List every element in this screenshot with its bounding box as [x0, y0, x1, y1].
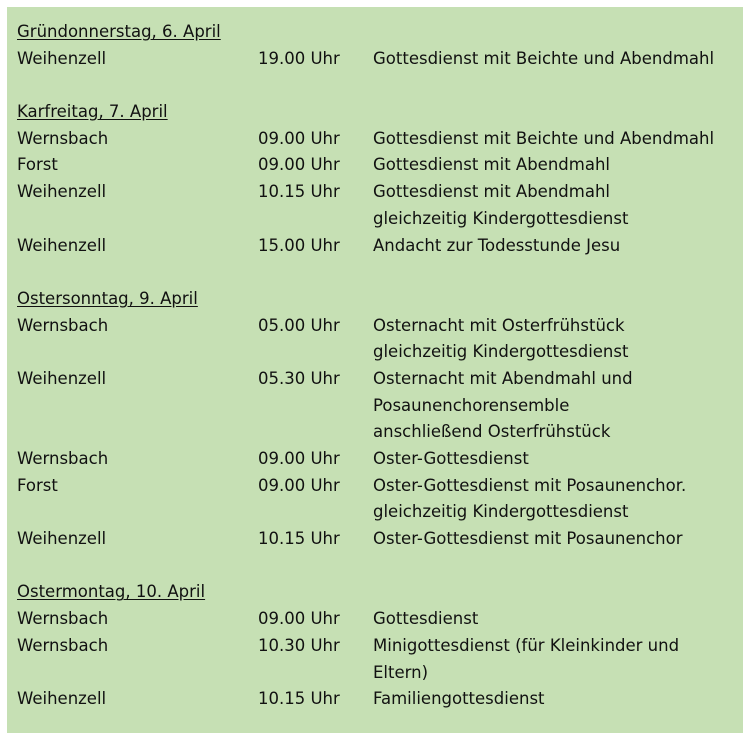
day-heading-text: Ostermontag, 10. April	[17, 582, 206, 602]
service-row	[17, 152, 743, 179]
service-description-line: gleichzeitig Kindergottesdienst	[373, 208, 629, 228]
day-section	[17, 19, 743, 72]
service-description-line: Eltern)	[373, 662, 429, 682]
service-description-line: Oster-Gottesdienst	[373, 449, 529, 468]
service-row	[17, 313, 743, 366]
service-description-line: Familiengottesdienst	[373, 689, 545, 709]
service-description	[373, 366, 733, 446]
service-description-line: Gottesdienst mit Abendmahl	[373, 155, 610, 175]
service-description-line: Posaunenchorensemble	[373, 395, 570, 415]
day-heading	[17, 99, 743, 126]
service-place: Wernsbach	[17, 128, 109, 148]
service-time: 05.00 Uhr	[258, 315, 340, 335]
day-heading-text: Gründonnerstag, 6. April	[17, 22, 221, 41]
service-description-line: Oster-Gottesdienst mit Posaunenchor	[373, 529, 683, 549]
service-time: 09.00 Uhr	[258, 609, 340, 629]
day-heading	[17, 19, 743, 46]
service-row	[17, 179, 743, 232]
day-heading-text: Ostersonntag, 9. April	[17, 288, 198, 308]
service-description-line: Gottesdienst mit Beichte und Abendmahl	[373, 128, 715, 148]
service-row	[17, 633, 743, 686]
service-description-line: anschließend Osterfrühstück	[373, 422, 611, 442]
service-row	[17, 126, 743, 153]
service-description-line: gleichzeitig Kindergottesdienst	[373, 342, 629, 362]
service-time: 10.15 Uhr	[258, 529, 340, 549]
service-description	[373, 686, 733, 713]
service-description	[373, 313, 733, 366]
service-description	[373, 446, 733, 473]
service-place: Wernsbach	[17, 315, 109, 335]
service-row	[17, 446, 743, 473]
service-row	[17, 473, 743, 526]
service-place: Weihenzell	[17, 689, 107, 709]
service-description	[373, 126, 733, 153]
service-time: 19.00 Uhr	[258, 48, 340, 68]
service-description	[373, 233, 733, 260]
service-time: 10.15 Uhr	[258, 182, 340, 202]
service-row	[17, 606, 743, 633]
service-place: Weihenzell	[17, 48, 107, 68]
service-time: 09.00 Uhr	[258, 449, 340, 468]
service-description-line: Minigottesdienst (für Kleinkinder und	[373, 635, 680, 655]
service-place: Wernsbach	[17, 609, 109, 629]
day-heading	[17, 579, 743, 606]
service-row	[17, 366, 743, 446]
day-section	[17, 286, 743, 553]
service-place: Wernsbach	[17, 449, 109, 468]
service-description-line: Oster-Gottesdienst mit Posaunenchor.	[373, 475, 687, 495]
day-heading	[17, 286, 743, 313]
service-description	[373, 526, 733, 553]
service-description-line: Andacht zur Todesstunde Jesu	[373, 235, 621, 255]
service-place: Weihenzell	[17, 235, 107, 255]
service-row	[17, 526, 743, 553]
service-place: Forst	[17, 475, 58, 495]
service-time: 05.30 Uhr	[258, 368, 340, 388]
service-place: Wernsbach	[17, 635, 109, 655]
service-description-line: Gottesdienst mit Beichte und Abendmahl	[373, 48, 715, 68]
day-section	[17, 579, 743, 712]
service-place: Weihenzell	[17, 368, 107, 388]
service-description-line: Gottesdienst mit Abendmahl	[373, 182, 610, 202]
service-description-line: Osternacht mit Abendmahl und	[373, 368, 633, 388]
service-description-line: Gottesdienst	[373, 609, 479, 629]
service-description	[373, 152, 733, 179]
service-row	[17, 46, 743, 73]
service-time: 15.00 Uhr	[258, 235, 340, 255]
service-description	[373, 473, 733, 526]
schedule-panel	[7, 7, 743, 733]
service-description	[373, 179, 733, 232]
service-description	[373, 606, 733, 633]
service-description	[373, 633, 733, 686]
service-place: Forst	[17, 155, 58, 175]
service-time: 10.30 Uhr	[258, 635, 340, 655]
service-description-line: Osternacht mit Osterfrühstück	[373, 315, 625, 335]
service-time: 09.00 Uhr	[258, 128, 340, 148]
service-time: 09.00 Uhr	[258, 475, 340, 495]
day-heading-text: Karfreitag, 7. April	[17, 102, 168, 122]
service-row	[17, 233, 743, 260]
service-place: Weihenzell	[17, 182, 107, 202]
service-time: 10.15 Uhr	[258, 689, 340, 709]
service-time: 09.00 Uhr	[258, 155, 340, 175]
service-place: Weihenzell	[17, 529, 107, 549]
day-section	[17, 99, 743, 259]
service-description-line: gleichzeitig Kindergottesdienst	[373, 502, 629, 522]
service-row	[17, 686, 743, 713]
service-description	[373, 46, 733, 73]
